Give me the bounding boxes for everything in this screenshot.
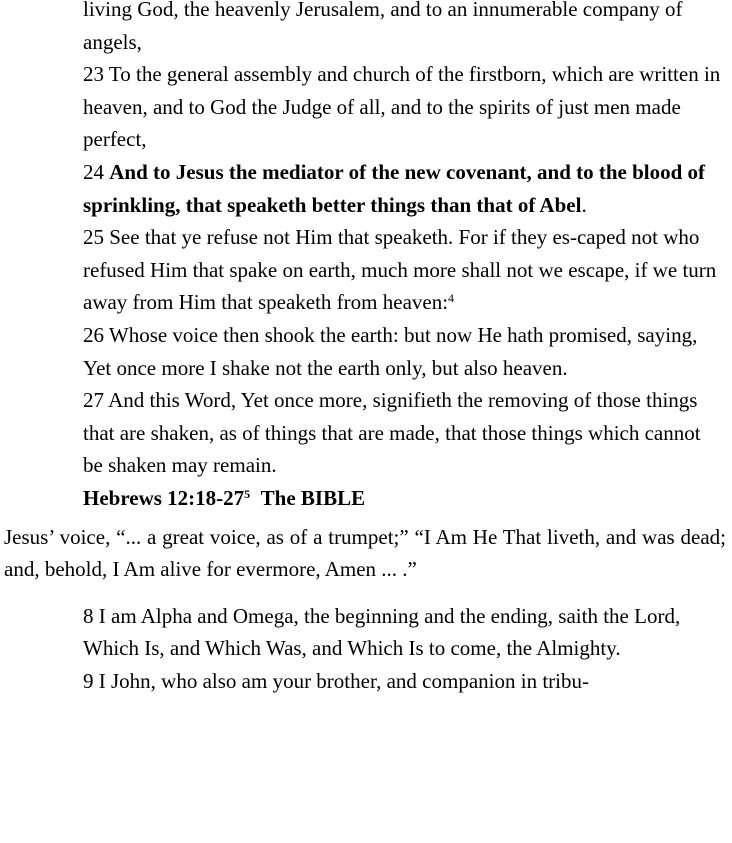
footnote-marker-4: 4 [448, 291, 455, 306]
commentary-paragraph: Jesus’ voice, “... a great voice, as of a trumpet;” “I Am He That liveth, and was dead; and, behold, I Am alive for evermore, Amen ... .” [4, 524, 726, 582]
citation-reference: Hebrews 12:18-27 [83, 485, 245, 510]
verse-25-text: 25 See that ye refuse not Him that speaketh. For if they es-caped not who refused Him that spake on earth, much more shall not we escape, if we turn away from Him that speaketh from heaven: [83, 225, 717, 315]
verse-26: 26 Whose voice then shook the earth: but now He hath promised, saying, Yet once more I shake not the earth only, but also heaven. [83, 322, 698, 380]
verse-25 [83, 221, 723, 319]
footnote-marker-5: 5 [244, 486, 251, 501]
verse-23: 23 To the general assembly and church of the firstborn, which are written in heaven, and to God the Judge of all, and to the spirits of just men made perfect, [83, 62, 721, 152]
verse-24-period: . [581, 192, 587, 217]
citation-source: The BIBLE [260, 485, 366, 510]
citation-spacer [250, 486, 261, 510]
citation-line [83, 482, 723, 515]
verse-9: 9 I John, who also am your brother, and companion in tribu- [83, 668, 589, 693]
verse-24-number: 24 [83, 159, 110, 184]
scripture-passage-hebrews [83, 0, 723, 515]
verse-22-continuation: living God, the heavenly Jerusalem, and to an innumerable company of angels, [83, 0, 683, 54]
verse-24-bold-text: And to Jesus the mediator of the new covenant, and to the blood of sprinkling, that speaketh better things than that of Abel [83, 159, 706, 217]
verse-24 [83, 156, 723, 221]
scripture-passage-revelation [83, 600, 723, 698]
verse-8: 8 I am Alpha and Omega, the beginning and the ending, saith the Lord, Which Is, and Which Was, and Which Is to come, the Almighty. [83, 603, 681, 661]
verse-27: 27 And this Word, Yet once more, signifieth the removing of those things that are shaken, as of things that are made, that those things which cannot be shaken may remain. [83, 388, 701, 478]
